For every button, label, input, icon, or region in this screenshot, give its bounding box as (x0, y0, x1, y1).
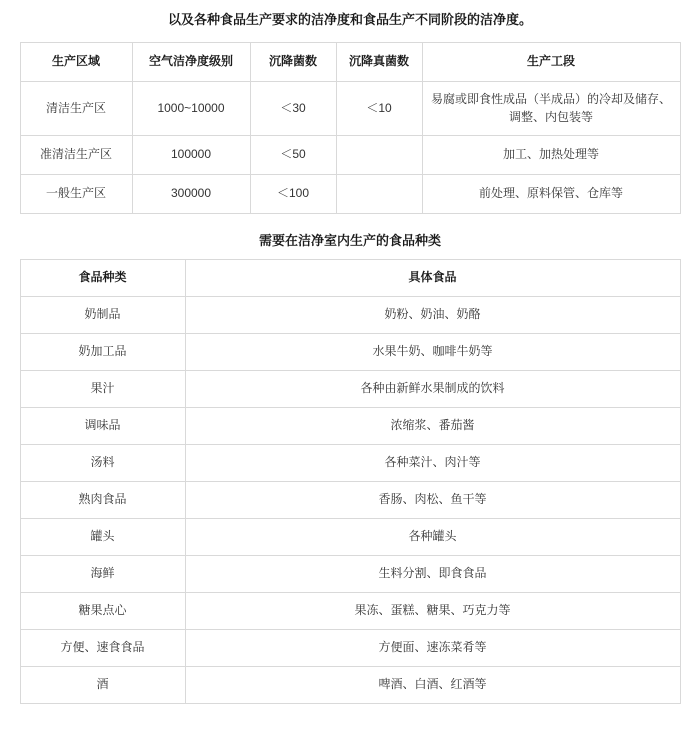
table-row (20, 481, 680, 518)
food-types-table (20, 259, 681, 704)
cell-specific-food: 浓缩浆、番茄酱 (185, 407, 680, 444)
cell-specific-food: 方便面、速冻菜肴等 (185, 629, 680, 666)
cell-food-type: 果汁 (20, 370, 185, 407)
column-header-production-stage: 生产工段 (422, 42, 680, 81)
cell-specific-food: 香肠、肉松、鱼干等 (185, 481, 680, 518)
cell-specific-food: 各种菜汁、肉汁等 (185, 444, 680, 481)
intro-paragraph: 以及各种食品生产要求的洁净度和食品生产不同阶段的洁净度。 (167, 12, 532, 27)
table-row (20, 81, 680, 135)
cell-specific-food: 各种由新鲜水果制成的饮料 (185, 370, 680, 407)
cell-food-type: 糖果点心 (20, 592, 185, 629)
table-row (20, 407, 680, 444)
cell-production-area: 清洁生产区 (20, 81, 132, 135)
cell-settling-fungi (336, 135, 422, 174)
table-row (20, 518, 680, 555)
cell-specific-food: 水果牛奶、咖啡牛奶等 (185, 333, 680, 370)
cleanliness-table (20, 42, 681, 214)
table-row (20, 444, 680, 481)
cell-settling-bacteria: ＜100 (250, 174, 336, 213)
table-row (20, 555, 680, 592)
column-header-settling-bacteria: 沉降菌数 (250, 42, 336, 81)
cell-food-type: 方便、速食食品 (20, 629, 185, 666)
cell-production-area: 一般生产区 (20, 174, 132, 213)
table-row (20, 333, 680, 370)
table-row (20, 666, 680, 703)
cell-air-cleanliness: 100000 (132, 135, 250, 174)
cell-specific-food: 果冻、蛋糕、糖果、巧克力等 (185, 592, 680, 629)
cell-food-type: 罐头 (20, 518, 185, 555)
table-row (20, 629, 680, 666)
table-row (20, 296, 680, 333)
cell-food-type: 酒 (20, 666, 185, 703)
table-row (20, 174, 680, 213)
cell-air-cleanliness: 300000 (132, 174, 250, 213)
column-header-specific-food: 具体食品 (185, 259, 680, 296)
cell-production-stage: 易腐或即食性成品（半成品）的冷却及储存、调整、内包装等 (422, 81, 680, 135)
cell-food-type: 海鲜 (20, 555, 185, 592)
cell-food-type: 汤料 (20, 444, 185, 481)
cell-specific-food: 各种罐头 (185, 518, 680, 555)
cell-settling-bacteria: ＜50 (250, 135, 336, 174)
cell-air-cleanliness: 1000~10000 (132, 81, 250, 135)
cell-specific-food: 生料分割、即食食品 (185, 555, 680, 592)
cell-specific-food: 啤酒、白酒、红酒等 (185, 666, 680, 703)
cell-settling-bacteria: ＜30 (250, 81, 336, 135)
table-header-row (20, 259, 680, 296)
cell-food-type: 奶加工品 (20, 333, 185, 370)
cell-food-type: 熟肉食品 (20, 481, 185, 518)
table-header-row (20, 42, 680, 81)
cell-production-stage: 加工、加热处理等 (422, 135, 680, 174)
section-title: 需要在洁净室内生产的食品种类 (258, 232, 441, 248)
column-header-settling-fungi: 沉降真菌数 (336, 42, 422, 81)
column-header-air-cleanliness: 空气洁净度级别 (132, 42, 250, 81)
table-row (20, 592, 680, 629)
cell-production-stage: 前处理、原料保管、仓库等 (422, 174, 680, 213)
cell-settling-fungi: ＜10 (336, 81, 422, 135)
column-header-food-type: 食品种类 (20, 259, 185, 296)
cell-food-type: 调味品 (20, 407, 185, 444)
cell-specific-food: 奶粉、奶油、奶酪 (185, 296, 680, 333)
cell-settling-fungi (336, 174, 422, 213)
table-row (20, 370, 680, 407)
cell-production-area: 准清洁生产区 (20, 135, 132, 174)
table-row (20, 135, 680, 174)
column-header-production-area: 生产区域 (20, 42, 132, 81)
cell-food-type: 奶制品 (20, 296, 185, 333)
